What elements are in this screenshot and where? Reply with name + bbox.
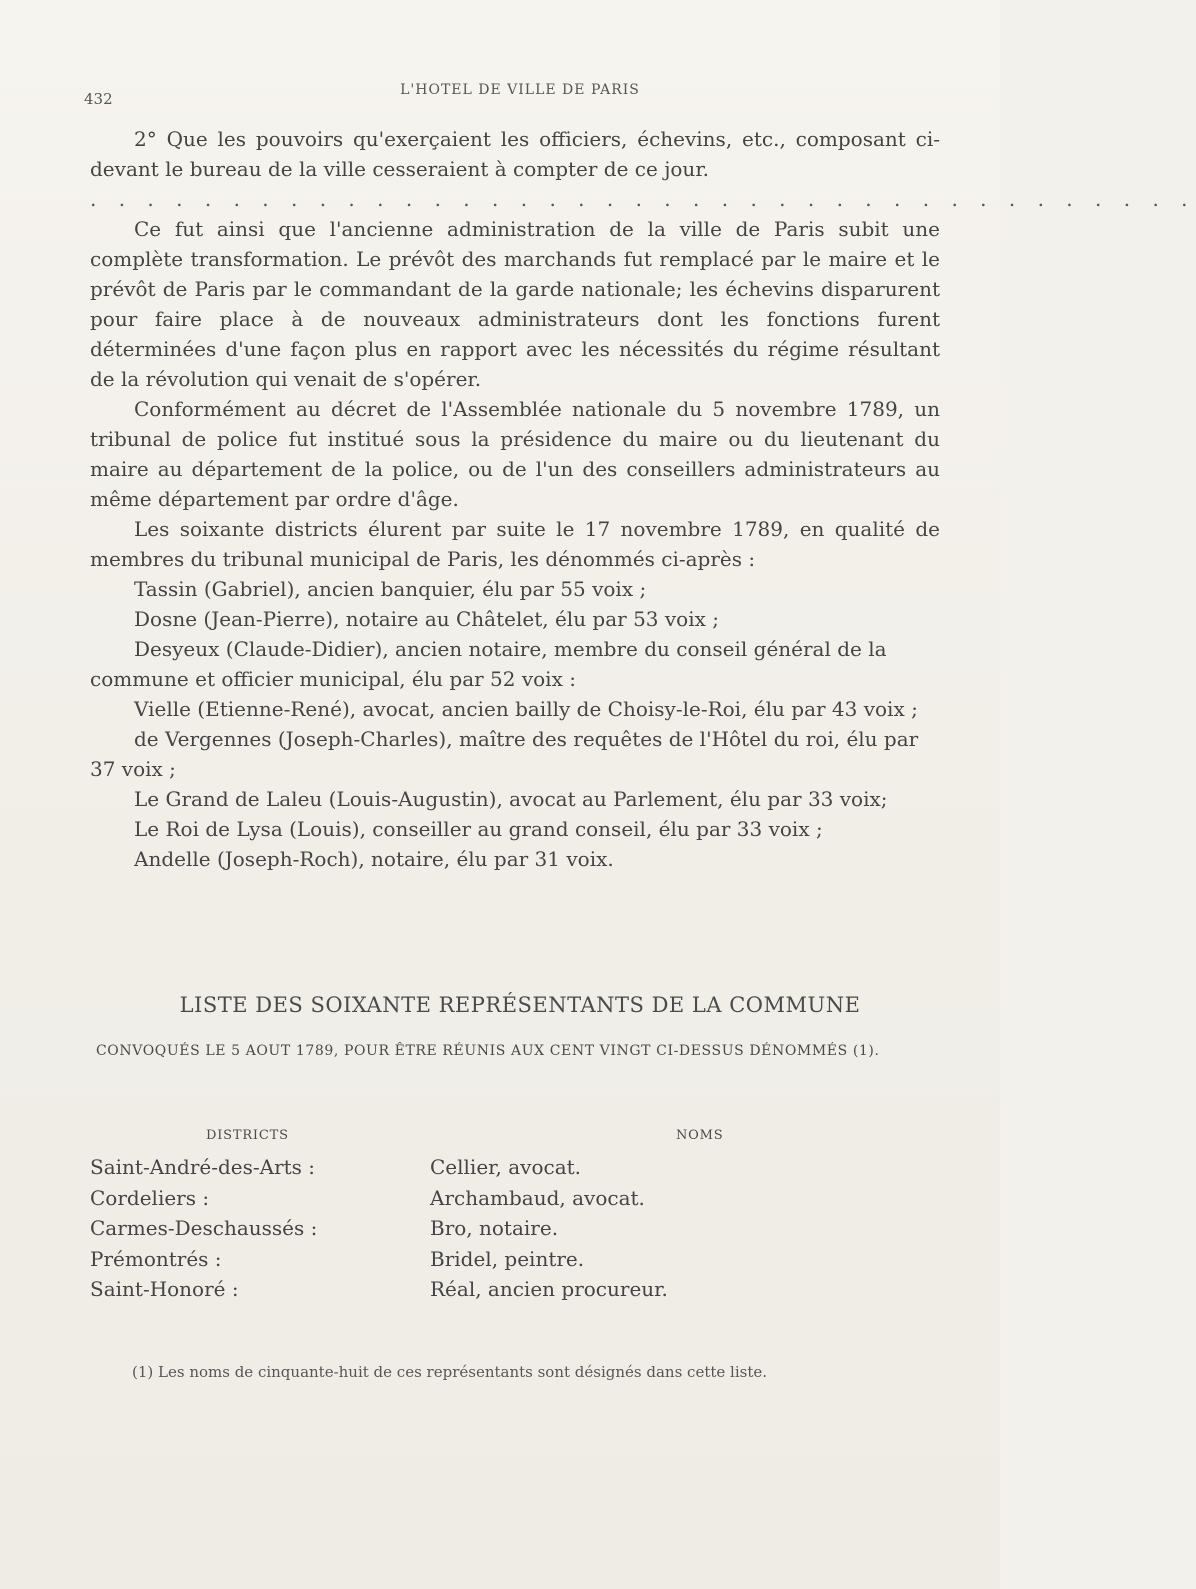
- running-title: L'HOTEL DE VILLE DE PARIS: [400, 82, 640, 98]
- member-legrand: Le Grand de Laleu (Louis-Augustin), avocat au Parlement, élu par 33 voix;: [134, 787, 888, 811]
- section-subtitle: CONVOQUÉS LE 5 AOUT 1789, POUR ÊTRE RÉUNIS AUX CENT VINGT CI-DESSUS DÉNOMMÉS (1).: [96, 1043, 880, 1059]
- table-row: [90, 1274, 950, 1305]
- member-leroi: Le Roi de Lysa (Louis), conseiller au grand conseil, élu par 33 voix ;: [134, 817, 823, 841]
- district-name: Cordeliers :: [90, 1185, 210, 1210]
- member-vergennes-cont: 37 voix ;: [90, 757, 176, 781]
- member-vielle: Vielle (Etienne-René), avocat, ancien bailly de Choisy-le-Roi, élu par 43 voix ;: [134, 697, 918, 721]
- district-name: Saint-Honoré :: [90, 1277, 239, 1301]
- representative-name: Bro, notaire.: [430, 1216, 559, 1240]
- representative-name: Bridel, peintre.: [430, 1246, 585, 1271]
- table-row: [90, 1152, 950, 1183]
- section-title: LISTE DES SOIXANTE REPRÉSENTANTS DE LA COMMUNE: [179, 993, 861, 1017]
- page-number: 432: [84, 90, 113, 108]
- column-header-noms: NOMS: [676, 1128, 724, 1143]
- table-row: [90, 1213, 950, 1244]
- table-row: [90, 1244, 950, 1275]
- district-name: Carmes-Deschaussés :: [90, 1216, 318, 1240]
- district-name: Saint-André-des-Arts :: [90, 1155, 316, 1179]
- district-name: Prémontrés :: [90, 1246, 222, 1271]
- member-vergennes: de Vergennes (Joseph-Charles), maître des requêtes de l'Hôtel du roi, élu par: [134, 727, 919, 751]
- paragraph-1: 2° Que les pouvoirs qu'exerçaient les officiers, échevins, etc., composant ci-devant le bureau de la ville cesseraient à compter de ce jour.: [90, 127, 940, 181]
- table-row: [90, 1183, 950, 1214]
- body-text: [90, 124, 1196, 874]
- representative-name: Cellier, avocat.: [430, 1155, 582, 1179]
- member-dosne: Dosne (Jean-Pierre), notaire au Châtelet, élu par 53 voix ;: [134, 607, 719, 631]
- districts-table: [90, 1152, 950, 1305]
- member-andelle: Andelle (Joseph-Roch), notaire, élu par 31 voix.: [134, 847, 614, 871]
- member-desyeux: Desyeux (Claude-Didier), ancien notaire, membre du conseil général de la: [134, 637, 887, 661]
- paragraph-4: Les soixante districts élurent par suite le 17 novembre 1789, en qualité de membres du tribunal municipal de Paris, les dénommés ci-après :: [90, 517, 940, 571]
- member-desyeux-cont: commune et officier municipal, élu par 52 voix :: [90, 667, 576, 691]
- paragraph-3: Conformément au décret de l'Assemblée nationale du 5 novembre 1789, un tribunal de police fut institué sous la présidence du maire ou du lieutenant du maire au département de la police, ou de l'un des conseillers administrateurs au même département par ordre d'âge.: [90, 397, 940, 511]
- ellipsis-dots: . . . . . . . . . . . . . . . . . . . . . . . . . . . . . . . . . . . . . . .: [90, 187, 1196, 211]
- representative-name: Archambaud, avocat.: [430, 1185, 645, 1210]
- footnote: (1) Les noms de cinquante-huit de ces représentants sont désignés dans cette liste.: [132, 1363, 767, 1381]
- column-header-districts: DISTRICTS: [206, 1128, 289, 1143]
- representative-name: Réal, ancien procureur.: [430, 1277, 668, 1301]
- member-tassin: Tassin (Gabriel), ancien banquier, élu par 55 voix ;: [134, 577, 647, 601]
- paragraph-2: Ce fut ainsi que l'ancienne administration de la ville de Paris subit une complète transformation. Le prévôt des marchands fut remplacé par le maire et le prévôt de Paris par le commandant de la garde nationale; les échevins disparurent pour faire place à de nouveaux administrateurs dont les fonctions furent déterminées d'une façon plus en rapport avec les nécessités du régime résultant de la révolution qui venait de s'opérer.: [90, 217, 940, 391]
